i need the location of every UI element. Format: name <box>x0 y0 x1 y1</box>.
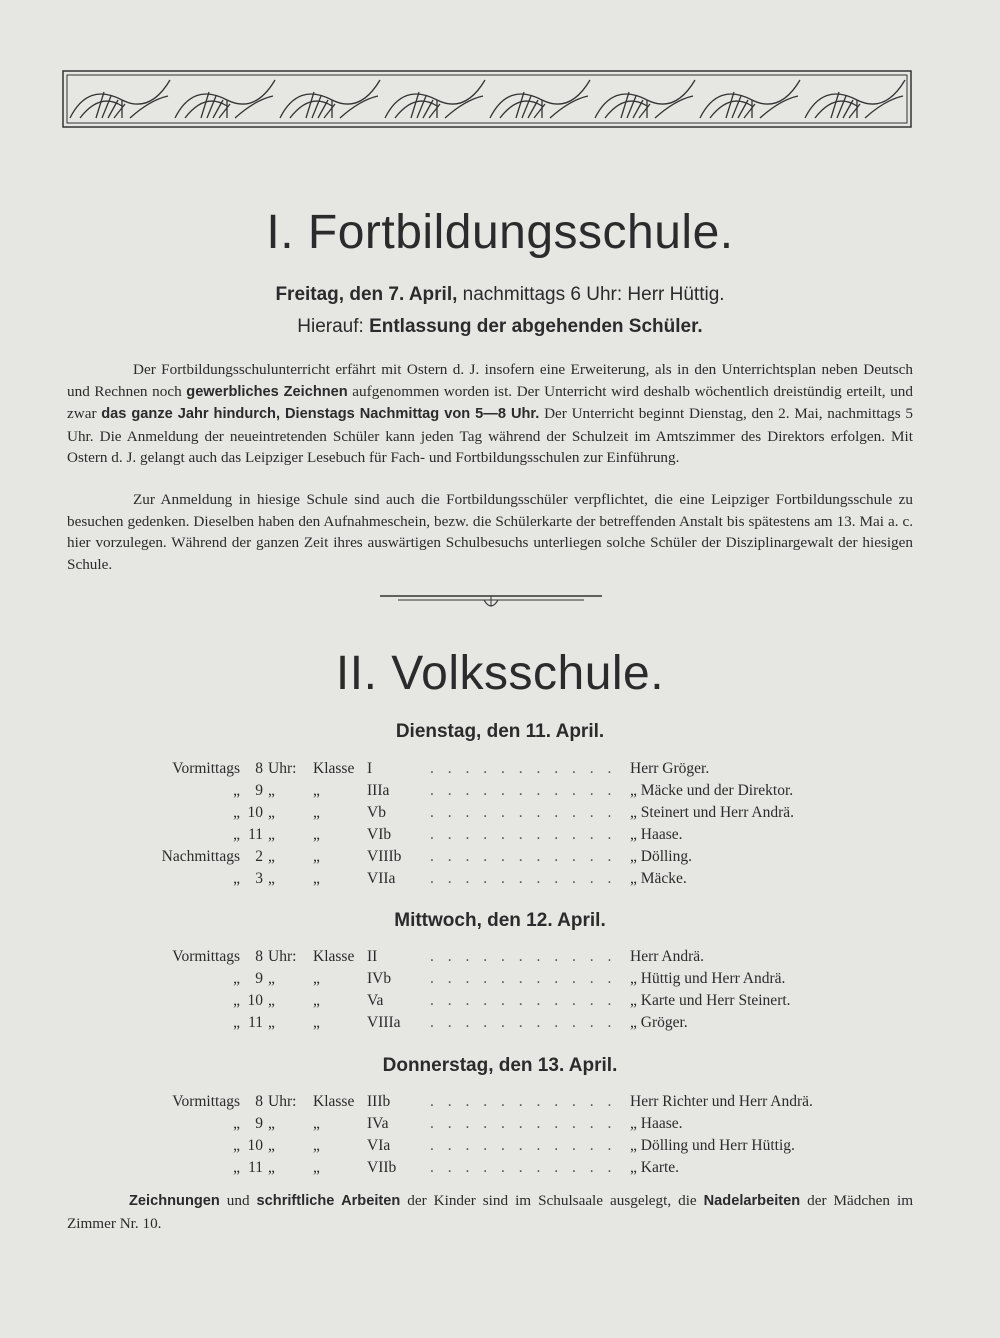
row-teacher: „ Haase. <box>630 1115 683 1132</box>
table-row <box>0 782 1000 804</box>
row-time-label: „ <box>233 1137 240 1154</box>
row-klasse: Klasse <box>313 948 355 965</box>
row-teacher: „ Mäcke und der Direktor. <box>630 782 794 799</box>
row-unit: „ <box>268 826 275 843</box>
table-row <box>0 1159 1000 1181</box>
dot-leader: . . . . . . . . . . . <box>430 826 617 843</box>
row-unit: „ <box>268 1115 275 1132</box>
row-hour: 8 <box>255 948 263 965</box>
closing-text-2: der Kinder sind im Schulsaale ausgelegt, die <box>400 1192 704 1209</box>
subtitle-dismissal <box>0 316 1000 338</box>
row-klasse: „ <box>313 1159 320 1176</box>
row-unit: „ <box>268 992 275 1009</box>
dot-leader: . . . . . . . . . . . <box>430 870 617 887</box>
table-row <box>0 992 1000 1014</box>
row-time-label: „ <box>233 804 240 821</box>
row-klasse: Klasse <box>313 1093 355 1110</box>
row-teacher: Herr Andrä. <box>630 948 705 965</box>
row-class: Vb <box>367 804 386 821</box>
row-klasse: „ <box>313 992 320 1009</box>
table-row <box>0 870 1000 892</box>
dot-leader: . . . . . . . . . . . <box>430 970 617 987</box>
table-row <box>0 826 1000 848</box>
paragraph-exhibition <box>67 1190 913 1234</box>
row-klasse: „ <box>313 870 320 887</box>
row-hour: 10 <box>247 1137 263 1154</box>
row-teacher: „ Karte und Herr Steinert. <box>630 992 791 1009</box>
row-teacher: Herr Gröger. <box>630 760 710 777</box>
row-time-label: Nachmittags <box>161 848 240 865</box>
row-hour: 3 <box>255 870 263 887</box>
row-time-label: „ <box>233 970 240 987</box>
subtitle-friday-date: Freitag, den 7. April, <box>275 284 458 305</box>
row-class: IVb <box>367 970 392 987</box>
row-unit: „ <box>268 848 275 865</box>
row-teacher: „ Haase. <box>630 826 683 843</box>
subtitle-dismissal-prefix: Hierauf: <box>297 316 370 337</box>
para1-text-2: aufgenommen worden ist. Der Unterricht wird deshalb wöchentlich dreistündig erteilt, und zwar <box>67 382 913 423</box>
para1-text-1: Der Fortbildungsschulunterricht erfährt mit Ostern d. J. insofern eine Erweiterung, als in den Unterrichtsplan neben Deutsch und Rechnen noch <box>67 361 913 400</box>
row-hour: 10 <box>247 992 263 1009</box>
row-klasse: „ <box>313 1014 320 1031</box>
dot-leader: . . . . . . . . . . . <box>430 948 617 965</box>
subtitle-friday <box>0 284 1000 306</box>
row-time-label: „ <box>233 870 240 887</box>
table-row <box>0 1115 1000 1137</box>
row-teacher: Herr Richter und Herr Andrä. <box>630 1093 813 1110</box>
dot-leader: . . . . . . . . . . . <box>430 1159 617 1176</box>
table-row <box>0 760 1000 782</box>
row-unit: Uhr: <box>268 1093 297 1110</box>
dot-leader: . . . . . . . . . . . <box>430 1014 617 1031</box>
row-class: VIIb <box>367 1159 397 1176</box>
dot-leader: . . . . . . . . . . . <box>430 1115 617 1132</box>
row-klasse: „ <box>313 826 320 843</box>
closing-bold-3: Nadelarbeiten <box>703 1193 801 1209</box>
row-teacher: „ Gröger. <box>630 1014 688 1031</box>
subtitle-dismissal-text: Entlassung der abgehenden Schüler. <box>369 316 703 337</box>
row-class: VIIa <box>367 870 396 887</box>
row-unit: „ <box>268 870 275 887</box>
row-teacher: „ Karte. <box>630 1159 680 1176</box>
row-hour: 9 <box>255 782 263 799</box>
row-time-label: „ <box>233 1159 240 1176</box>
table-row <box>0 970 1000 992</box>
row-unit: „ <box>268 782 275 799</box>
row-class: IIIa <box>367 782 390 799</box>
row-unit: Uhr: <box>268 948 297 965</box>
row-time-label: „ <box>233 992 240 1009</box>
row-class: VIa <box>367 1137 391 1154</box>
table-row <box>0 1014 1000 1036</box>
para1-text-3: Der Unterricht beginnt Dienstag, den 2. Mai, nachmittags 5 Uhr. Die Anmeldung der neueintretenden Schüler kann jeden Tag während der Schulzeit im Amtszimmer des Direktors erfolgen. Mit Ostern d. J. gelangt auch das Leipziger Lesebuch für Fach- und Fortbildungsschulen zur Einführung. <box>67 405 913 467</box>
row-unit: „ <box>268 1159 275 1176</box>
row-klasse: „ <box>313 1137 320 1154</box>
section-title-volksschule: II. Volksschule. <box>335 647 665 700</box>
dot-leader: . . . . . . . . . . . <box>430 804 617 821</box>
row-class: I <box>367 760 373 777</box>
row-hour: 8 <box>255 760 263 777</box>
row-unit: Uhr: <box>268 760 297 777</box>
row-time-label: Vormittags <box>172 760 240 777</box>
row-klasse: „ <box>313 1115 320 1132</box>
table-row <box>0 848 1000 870</box>
closing-bold-1: Zeichnungen <box>129 1193 220 1209</box>
row-hour: 11 <box>248 1159 263 1176</box>
row-time-label: „ <box>233 1014 240 1031</box>
row-time-label: Vormittags <box>172 948 240 965</box>
row-hour: 9 <box>255 1115 263 1132</box>
row-time-label: „ <box>233 1115 240 1132</box>
ornamental-border <box>62 70 912 128</box>
subtitle-friday-time: nachmittags 6 Uhr: Herr Hüttig. <box>457 284 725 305</box>
row-hour: 10 <box>247 804 263 821</box>
row-klasse: Klasse <box>313 760 355 777</box>
row-class: VIIIb <box>367 848 402 865</box>
row-klasse: „ <box>313 848 320 865</box>
row-time-label: Vormittags <box>172 1093 240 1110</box>
row-teacher: „ Steinert und Herr Andrä. <box>630 804 794 821</box>
row-class: IIIb <box>367 1093 391 1110</box>
day-heading-tuesday: Dienstag, den 11. April. <box>395 721 605 742</box>
row-class: VIb <box>367 826 392 843</box>
closing-text-1: und <box>219 1192 257 1209</box>
row-hour: 11 <box>248 826 263 843</box>
day-heading-wednesday: Mittwoch, den 12. April. <box>394 910 606 931</box>
row-klasse: „ <box>313 970 320 987</box>
dot-leader: . . . . . . . . . . . <box>430 760 617 777</box>
paragraph-registration: Zur Anmeldung in hiesige Schule sind auch die Fortbildungsschüler verpflichtet, die eine Leipziger Fortbildungsschule zu besuchen gedenken. Dieselben haben den Aufnahmeschein, bezw. die Schülerkarte der betreffenden Anstalt bis spätestens am 13. Mai a. c. hier vorzulegen. Während der ganzen Zeit ihres auswärtigen Schulbesuchs unterliegen solche Schüler der Disziplinargewalt der hiesigen Schule. <box>67 491 913 573</box>
row-class: Va <box>367 992 384 1009</box>
row-class: II <box>367 948 378 965</box>
paragraph-curriculum <box>67 359 913 469</box>
row-unit: „ <box>268 804 275 821</box>
table-row <box>0 804 1000 826</box>
row-klasse: „ <box>313 782 320 799</box>
row-unit: „ <box>268 1014 275 1031</box>
row-unit: „ <box>268 970 275 987</box>
section-divider-ornament <box>380 590 602 612</box>
row-hour: 11 <box>248 1014 263 1031</box>
closing-text-3: der Mädchen im Zimmer Nr. 10. <box>67 1192 914 1232</box>
dot-leader: . . . . . . . . . . . <box>430 782 617 799</box>
row-class: IVa <box>367 1115 389 1132</box>
row-class: VIIIa <box>367 1014 401 1031</box>
dot-leader: . . . . . . . . . . . <box>430 848 617 865</box>
table-row <box>0 948 1000 970</box>
row-unit: „ <box>268 1137 275 1154</box>
dot-leader: . . . . . . . . . . . <box>430 992 617 1009</box>
table-row <box>0 1093 1000 1115</box>
row-teacher: „ Dölling und Herr Hüttig. <box>630 1137 795 1154</box>
section-title-fortbildungsschule: I. Fortbildungsschule. <box>266 206 734 259</box>
row-time-label: „ <box>233 826 240 843</box>
table-row <box>0 1137 1000 1159</box>
day-heading-thursday: Donnerstag, den 13. April. <box>382 1055 618 1076</box>
dot-leader: . . . . . . . . . . . <box>430 1093 617 1110</box>
row-teacher: „ Hüttig und Herr Andrä. <box>630 970 786 987</box>
row-time-label: „ <box>233 782 240 799</box>
row-klasse: „ <box>313 804 320 821</box>
row-hour: 9 <box>255 970 263 987</box>
closing-bold-2: schriftliche Arbeiten <box>256 1193 401 1209</box>
row-hour: 8 <box>255 1093 263 1110</box>
dot-leader: . . . . . . . . . . . <box>430 1137 617 1154</box>
para1-bold-2: das ganze Jahr hindurch, Dienstags Nachmittag von 5—8 Uhr. <box>101 406 540 423</box>
row-teacher: „ Dölling. <box>630 848 692 865</box>
row-teacher: „ Mäcke. <box>630 870 687 887</box>
para1-bold-1: gewerbliches Zeichnen <box>186 383 348 400</box>
row-hour: 2 <box>255 848 263 865</box>
